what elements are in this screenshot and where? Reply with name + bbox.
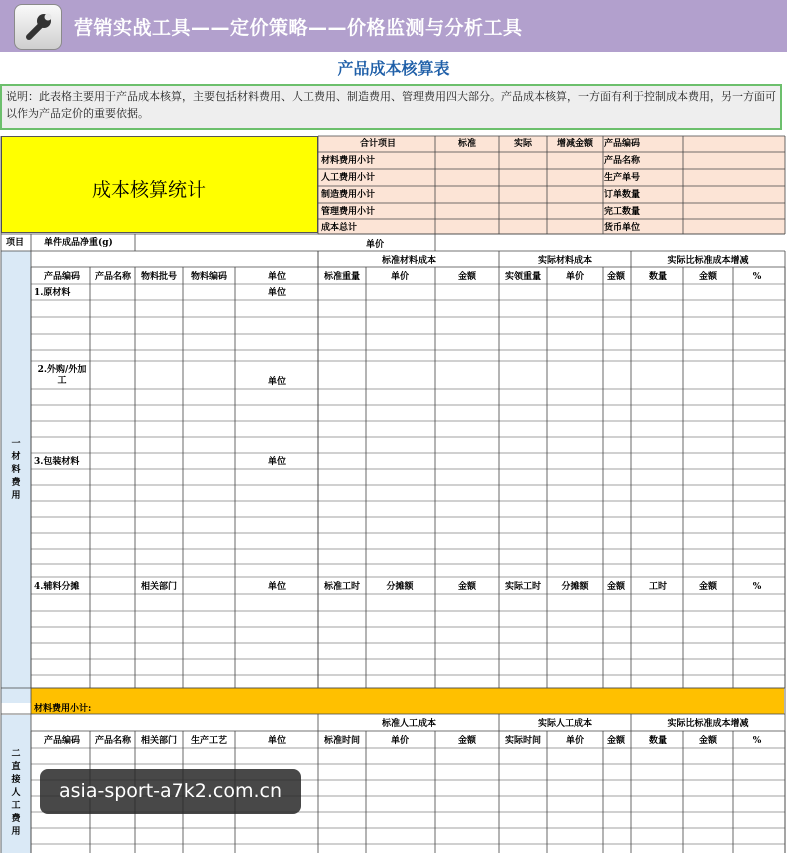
- info-label: 完工数量: [604, 207, 641, 217]
- group-std-material: 标准材料成本: [381, 256, 437, 266]
- labor-col-header: 产品编码: [43, 736, 81, 746]
- material-subtotal-label: 材料费用小计:: [34, 704, 92, 714]
- labor-col-header: 生产工艺: [190, 736, 228, 746]
- summary-heading: 成本核算统计: [92, 179, 207, 201]
- labor-col-header: 单价: [390, 736, 410, 746]
- labor-col-header: 实际时间: [504, 736, 542, 746]
- alloc-col-header: 实际工时: [504, 582, 542, 592]
- labor-col-header: 数量: [648, 736, 668, 746]
- group-diff-material: 实际比标准成本增减: [667, 256, 749, 266]
- summary-row-label: 制造费用小计: [321, 190, 376, 200]
- summary-col-header: 增减金额: [556, 139, 594, 149]
- group-diff-labor: 实际比标准成本增减: [667, 719, 749, 729]
- summary-row-label: 材料费用小计: [321, 156, 376, 166]
- banner-title: 营销实战工具——定价策略——价格监测与分析工具: [74, 17, 523, 39]
- labor-col-header: %: [752, 736, 762, 746]
- net-weight-label: 单件成品净重(g): [44, 238, 113, 248]
- material-col-header: 单价: [390, 272, 410, 282]
- material-col-header: %: [752, 272, 762, 282]
- material-col-header: 物料批号: [140, 272, 178, 282]
- alloc-dept: 相关部门: [140, 582, 178, 592]
- alloc-col-header: 金额: [457, 582, 477, 592]
- material-col-header: 单价: [565, 272, 585, 282]
- labor-col-header: 相关部门: [140, 736, 178, 746]
- info-label: 订单数量: [604, 190, 641, 200]
- material-col-header: 金额: [698, 272, 718, 282]
- alloc-col-header: 分摊额: [561, 582, 589, 592]
- group-act-material: 实际材料成本: [537, 256, 593, 266]
- material-col-header: 金额: [606, 272, 626, 282]
- alloc-col-header: 标准工时: [323, 582, 361, 592]
- alloc-col-header: %: [752, 582, 762, 592]
- item-label: 项目: [6, 238, 25, 248]
- info-label: 产品名称: [604, 156, 641, 166]
- material-col-header: 数量: [648, 272, 668, 282]
- labor-section-label: 二 直 接 人 工 费 用: [11, 749, 21, 837]
- sub-outsource: 2.外购/外加工: [37, 365, 87, 386]
- alloc-col-header: 金额: [698, 582, 718, 592]
- summary-col-header: 合计项目: [359, 139, 397, 149]
- labor-col-header: 金额: [457, 736, 477, 746]
- unit-price-label: 单价: [366, 240, 385, 250]
- unit-label: 单位: [267, 457, 287, 467]
- alloc-col-header: 工时: [648, 582, 668, 592]
- alloc-unit: 单位: [267, 582, 287, 592]
- info-label: 生产单号: [604, 173, 641, 183]
- labor-col-header: 金额: [698, 736, 718, 746]
- sub-alloc: 4.辅料分摊: [34, 582, 80, 592]
- sheet-title: 产品成本核算表: [337, 59, 450, 78]
- material-col-header: 产品编码: [43, 272, 81, 282]
- unit-label: 单位: [267, 377, 287, 387]
- material-col-header: 产品名称: [94, 272, 132, 282]
- labor-col-header: 标准时间: [323, 736, 361, 746]
- labor-col-header: 金额: [606, 736, 626, 746]
- note-box: 说明：此表格主要用于产品成本核算，主要包括材料费用、人工费用、制造费用、管理费用四大部分。产品成本核算，一方面有利于控制成本费用，另一方面可以作为产品定价的重要依据。: [0, 84, 782, 130]
- material-col-header: 实领重量: [504, 272, 542, 282]
- material-col-header: 金额: [457, 272, 477, 282]
- summary-row-label: 成本总计: [321, 223, 358, 233]
- summary-col-header: 标准: [457, 139, 477, 149]
- summary-col-header: 实际: [513, 139, 533, 149]
- watermark: asia-sport-a7k2.com.cn: [40, 769, 301, 814]
- summary-row-label: 管理费用小计: [321, 207, 376, 217]
- labor-col-header: 单价: [565, 736, 585, 746]
- labor-col-header: 产品名称: [94, 736, 132, 746]
- sub-raw-material: 1.原材料: [34, 288, 71, 298]
- group-std-labor: 标准人工成本: [381, 719, 437, 729]
- unit-label: 单位: [267, 288, 287, 298]
- material-col-header: 单位: [267, 272, 287, 282]
- alloc-col-header: 分摊额: [386, 582, 414, 592]
- group-act-labor: 实际人工成本: [537, 719, 593, 729]
- summary-row-label: 人工费用小计: [321, 173, 376, 183]
- summary-col-header: 产品编码: [604, 139, 641, 149]
- sub-packaging: 3.包装材料: [34, 457, 80, 467]
- material-col-header: 标准重量: [323, 272, 361, 282]
- alloc-col-header: 金额: [606, 582, 626, 592]
- material-col-header: 物料编码: [190, 272, 228, 282]
- material-section-label: 一 材 料 费 用: [11, 439, 21, 501]
- labor-col-header: 单位: [267, 736, 287, 746]
- info-label: 货币单位: [604, 223, 641, 233]
